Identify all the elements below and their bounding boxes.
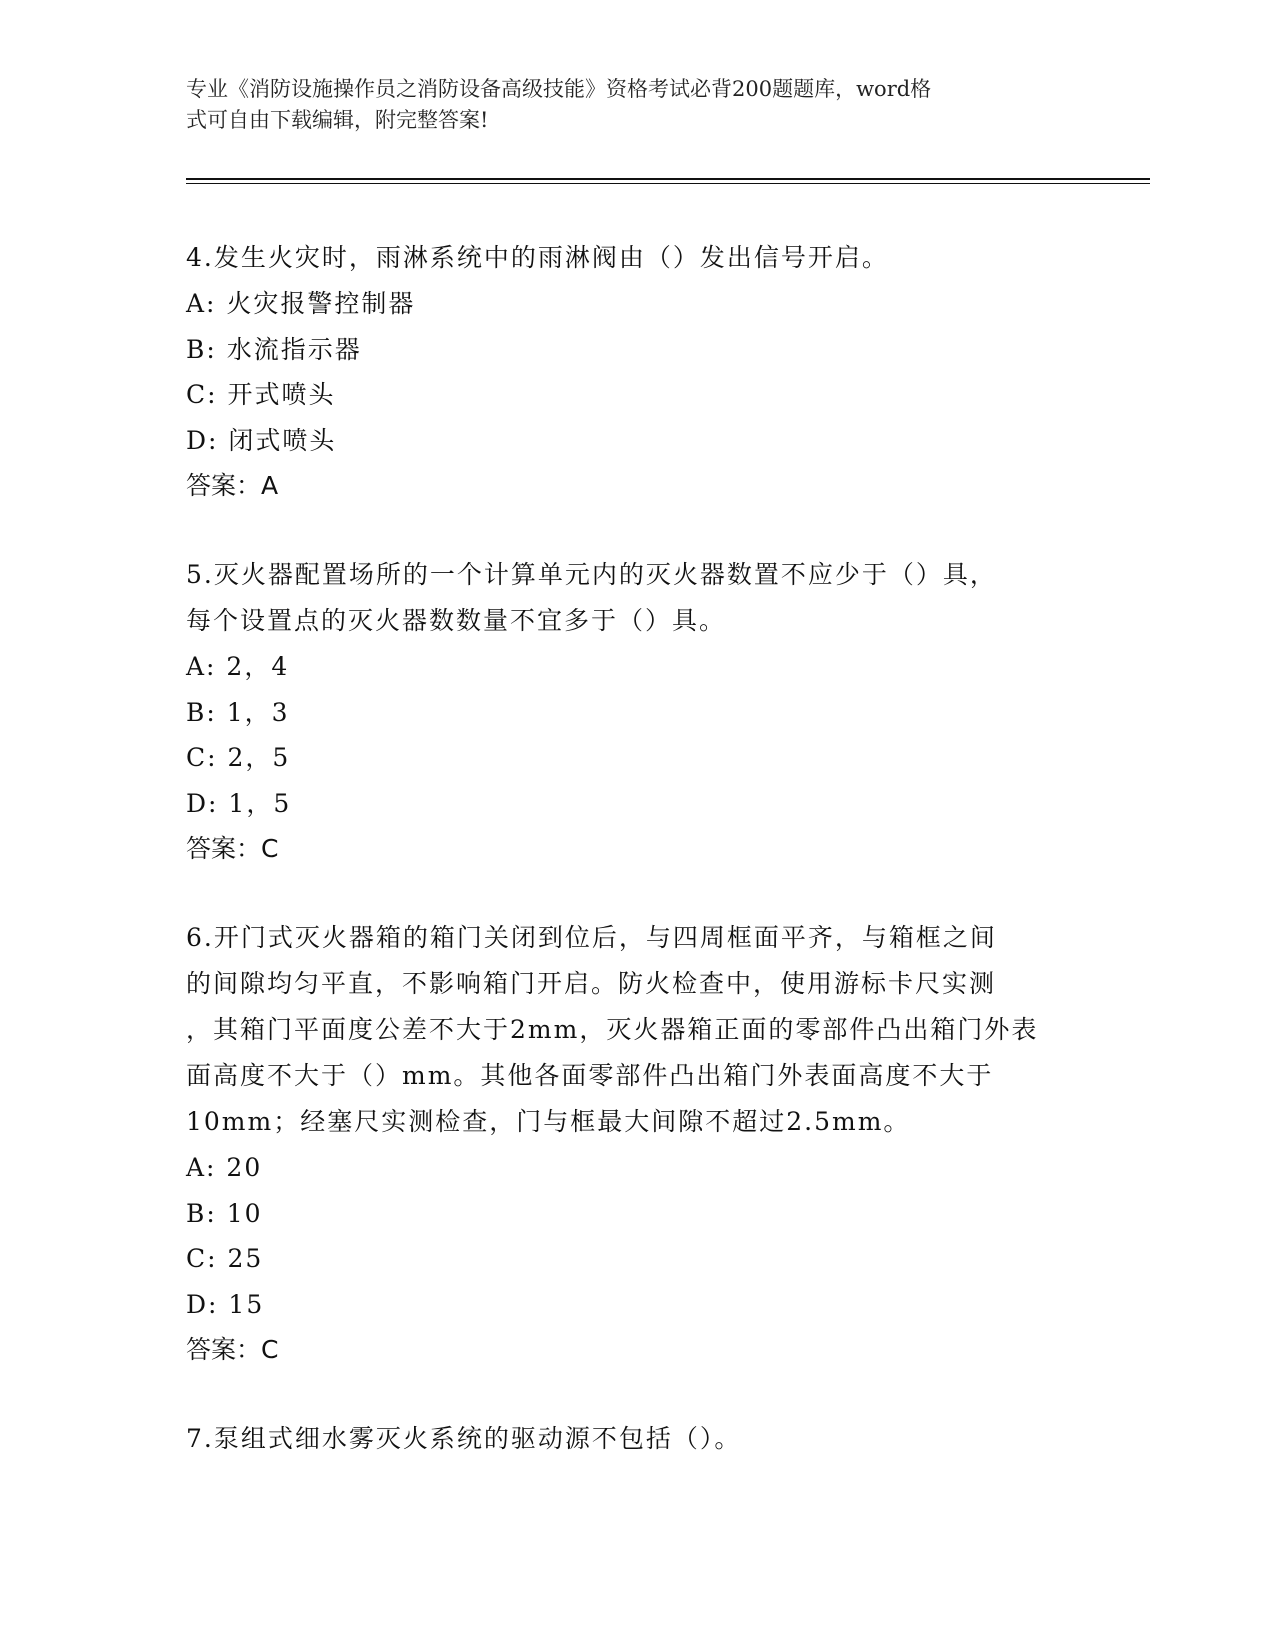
answer: 答案：C: [186, 1335, 279, 1364]
option-d: D: 1，5: [186, 788, 292, 818]
question-text: 7.泵组式细水雾灭火系统的驱动源不包括（）。: [186, 1424, 742, 1453]
option-b: B: 10: [186, 1198, 263, 1228]
question-7: [186, 1416, 1086, 1462]
question-text: 10mm；经塞尺实测检查，门与框最大间隙不超过2.5mm。: [186, 1107, 911, 1136]
option-d: D: 闭式喷头: [186, 425, 337, 455]
question-text: 4.发生火灾时，雨淋系统中的雨淋阀由（）发出信号开启。: [186, 243, 889, 272]
option-d: D: 15: [186, 1289, 265, 1319]
header-divider-thick: [186, 178, 1150, 180]
option-c: C: 开式喷头: [186, 380, 336, 409]
question-text: 面高度不大于（）mm。其他各面零部件凸出箱门外表面高度不大于: [186, 1061, 994, 1090]
question-text: 5.灭火器配置场所的一个计算单元内的灭火器数置不应少于（）具，: [186, 560, 997, 589]
question-text: 每个设置点的灭火器数数量不宜多于（）具。: [186, 606, 727, 635]
option-c: C: 25: [186, 1244, 264, 1273]
option-a: A: 火灾报警控制器: [186, 289, 416, 318]
question-5: [186, 552, 1086, 871]
header-title-line-2: 式可自由下载编辑，附完整答案!: [186, 108, 489, 132]
header-divider-thin: [186, 183, 1150, 184]
document-header: [186, 74, 1066, 136]
answer: 答案：A: [186, 471, 279, 500]
question-text: ，其箱门平面度公差不大于2mm，灭火器箱正面的零部件凸出箱门外表: [186, 1015, 1039, 1044]
answer: 答案：C: [186, 834, 279, 863]
option-b: B: 1，3: [186, 697, 290, 727]
option-a: A: 2，4: [186, 652, 290, 681]
question-text: 的间隙均匀平直，不影响箱门开启。防火检查中，使用游标卡尺实测: [186, 969, 997, 998]
option-a: A: 20: [186, 1153, 263, 1182]
option-b: B: 水流指示器: [186, 334, 362, 364]
option-c: C: 2，5: [186, 743, 291, 772]
question-4: [186, 235, 1086, 508]
question-6: [186, 915, 1086, 1372]
question-text: 6.开门式灭火器箱的箱门关闭到位后，与四周框面平齐，与箱框之间: [186, 923, 997, 952]
question-list: [186, 235, 1086, 1462]
header-title-line-1: 专业《消防设施操作员之消防设备高级技能》资格考试必背200题题库，word格: [186, 77, 932, 101]
